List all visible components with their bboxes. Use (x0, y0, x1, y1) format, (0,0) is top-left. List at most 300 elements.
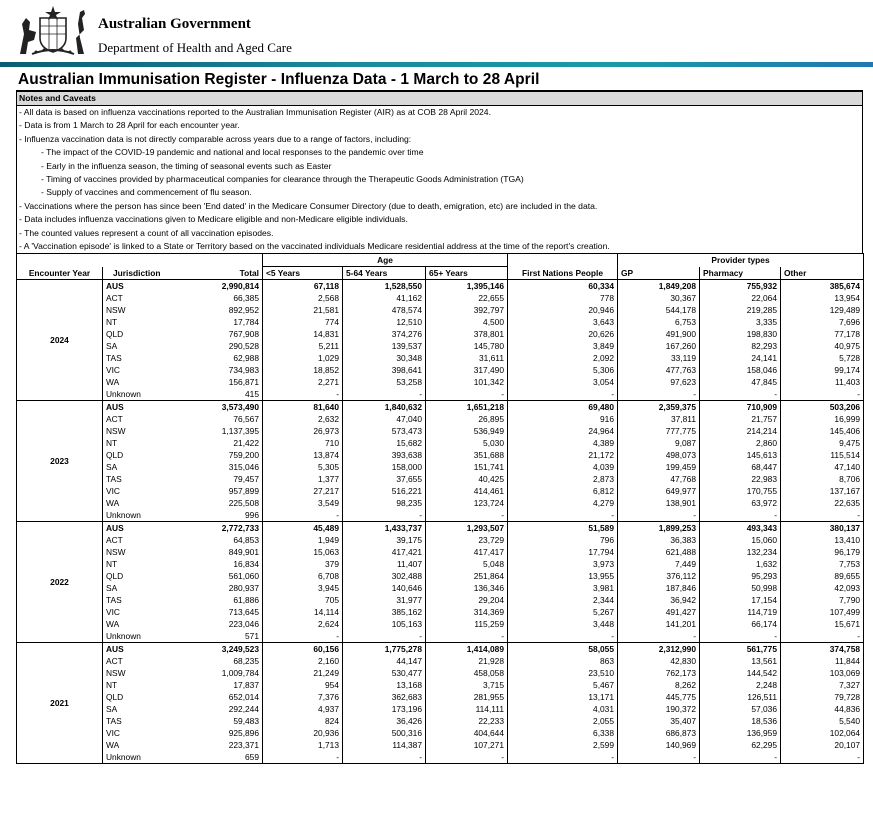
jurisdiction-cell: Unknown (103, 509, 171, 522)
value-cell: - (618, 388, 700, 401)
value-cell: - (263, 751, 343, 764)
header-stripe (0, 62, 873, 67)
value-cell: 417,417 (426, 546, 508, 558)
value-cell: - (781, 388, 864, 401)
value-cell: - (426, 388, 508, 401)
value-cell: 4,500 (426, 316, 508, 328)
value-cell: - (426, 751, 508, 764)
table-row (17, 546, 864, 558)
value-cell: 1,775,278 (343, 643, 426, 656)
value-cell: 7,696 (781, 316, 864, 328)
value-cell: 36,942 (618, 594, 700, 606)
value-cell: 57,036 (700, 703, 781, 715)
table-row (17, 655, 864, 667)
value-cell: 1,899,253 (618, 522, 700, 535)
jurisdiction-cell: QLD (106, 571, 124, 581)
value-cell: 144,542 (700, 667, 781, 679)
value-cell: 6,708 (263, 570, 343, 582)
value-cell: 2,055 (593, 716, 614, 726)
value-cell: 503,206 (781, 401, 864, 414)
table-row (17, 582, 864, 594)
value-cell: - (700, 751, 781, 764)
value-cell: 219,285 (700, 304, 781, 316)
provider-group-header: Provider types (618, 254, 864, 267)
value-cell: 225,508 (228, 498, 259, 508)
value-cell: 351,688 (426, 449, 508, 461)
value-cell: 64,853 (233, 535, 259, 545)
value-cell: 417,421 (343, 546, 426, 558)
jurisdiction-cell: ACT (106, 414, 123, 424)
jurisdiction-cell: NSW (106, 426, 126, 436)
value-cell: 2,248 (700, 679, 781, 691)
value-cell: 2,624 (263, 618, 343, 630)
value-cell: - (426, 509, 508, 522)
value-cell: 759,200 (228, 450, 259, 460)
value-cell: 5,305 (263, 461, 343, 473)
value-cell: 292,244 (228, 704, 259, 714)
table-row (17, 534, 864, 546)
value-cell: 500,316 (343, 727, 426, 739)
value-cell: 79,728 (781, 691, 864, 703)
value-cell: 47,845 (700, 376, 781, 388)
value-cell: 51,589 (588, 523, 614, 533)
value-cell: 45,489 (263, 522, 343, 535)
jurisdiction-cell: ACT (106, 535, 123, 545)
value-cell: 374,758 (781, 643, 864, 656)
table-row (17, 667, 864, 679)
value-cell: 2,312,990 (618, 643, 700, 656)
value-cell: 659 (171, 751, 263, 764)
value-cell: 158,046 (700, 364, 781, 376)
value-cell: 187,846 (618, 582, 700, 594)
jurisdiction-cell: NSW (106, 305, 126, 315)
value-cell: 61,886 (233, 595, 259, 605)
jurisdiction-cell: QLD (106, 692, 124, 702)
value-cell: 4,279 (593, 498, 614, 508)
value-cell: 156,871 (228, 377, 259, 387)
value-cell: 315,046 (228, 462, 259, 472)
value-cell: 710 (263, 437, 343, 449)
value-cell: 21,928 (426, 655, 508, 667)
value-cell: - (426, 630, 508, 643)
value-cell: 140,969 (618, 739, 700, 751)
table-row (17, 630, 864, 643)
table-body (17, 280, 864, 764)
encounter-year-cell: 2024 (17, 280, 103, 401)
col-encounter-year: Encounter Year (17, 267, 103, 280)
value-cell: 1,029 (263, 352, 343, 364)
value-cell: 13,171 (588, 692, 614, 702)
value-cell: 60,334 (588, 281, 614, 291)
value-cell: 3,981 (593, 583, 614, 593)
col-5-64: 5-64 Years (343, 267, 426, 280)
value-cell: 710,909 (700, 401, 781, 414)
jurisdiction-cell: Unknown (103, 630, 171, 643)
value-cell: 37,655 (343, 473, 426, 485)
jurisdiction-cell: NSW (106, 668, 126, 678)
value-cell: 302,488 (343, 570, 426, 582)
value-cell: 478,574 (343, 304, 426, 316)
note-line: - All data is based on influenza vaccinations reported to the Australian Immunisation Register (AIR) as at COB 28 April 2024. (19, 107, 491, 117)
value-cell: 24,964 (588, 426, 614, 436)
jurisdiction-cell: QLD (106, 450, 124, 460)
value-cell: 18,536 (700, 715, 781, 727)
jurisdiction-cell: WA (106, 740, 120, 750)
value-cell: 24,141 (700, 352, 781, 364)
value-cell: 498,073 (618, 449, 700, 461)
value-cell: 97,623 (618, 376, 700, 388)
value-cell: 317,490 (426, 364, 508, 376)
value-cell: 2,359,375 (618, 401, 700, 414)
value-cell: 404,644 (426, 727, 508, 739)
value-cell: 190,372 (618, 703, 700, 715)
value-cell: 7,753 (781, 558, 864, 570)
jurisdiction-cell: NT (106, 680, 118, 690)
value-cell: 59,483 (233, 716, 259, 726)
value-cell: 223,046 (228, 619, 259, 629)
value-cell: 21,581 (263, 304, 343, 316)
value-cell: 29,204 (426, 594, 508, 606)
value-cell: 95,293 (700, 570, 781, 582)
value-cell: 573,473 (343, 425, 426, 437)
value-cell: 3,973 (593, 559, 614, 569)
value-cell: 21,172 (588, 450, 614, 460)
value-cell: 767,908 (228, 329, 259, 339)
value-cell: 1,395,146 (426, 280, 508, 293)
table-row (17, 473, 864, 485)
table-row (17, 292, 864, 304)
value-cell: 102,064 (781, 727, 864, 739)
value-cell: 5,048 (426, 558, 508, 570)
value-cell: 957,899 (228, 486, 259, 496)
table-row (17, 437, 864, 449)
value-cell: 82,293 (700, 340, 781, 352)
value-cell: 22,655 (426, 292, 508, 304)
value-cell: 26,973 (263, 425, 343, 437)
value-cell: 5,306 (593, 365, 614, 375)
value-cell: - (263, 388, 343, 401)
value-cell: 99,174 (781, 364, 864, 376)
jurisdiction-cell: ACT (106, 293, 123, 303)
value-cell: 66,174 (700, 618, 781, 630)
value-cell: 60,156 (263, 643, 343, 656)
value-cell: 107,499 (781, 606, 864, 618)
note-line: - Supply of vaccines and commencement of flu season. (41, 187, 252, 198)
value-cell: - (508, 388, 618, 401)
jurisdiction-cell: SA (106, 341, 118, 351)
header-blank (171, 254, 263, 267)
jurisdiction-cell: SA (106, 462, 118, 472)
value-cell: 3,715 (426, 679, 508, 691)
value-cell: 36,383 (618, 534, 700, 546)
value-cell: 536,949 (426, 425, 508, 437)
value-cell: 62,295 (700, 739, 781, 751)
note-line: - Influenza vaccination data is not directly comparable across years due to a range of factors, including: (19, 133, 412, 144)
table-row (17, 388, 864, 401)
value-cell: 3,549 (263, 497, 343, 509)
value-cell: 762,173 (618, 667, 700, 679)
value-cell: 13,955 (588, 571, 614, 581)
value-cell: 151,741 (426, 461, 508, 473)
value-cell: 1,433,737 (343, 522, 426, 535)
value-cell: 77,178 (781, 328, 864, 340)
value-cell: 9,087 (618, 437, 700, 449)
header-blank (17, 254, 103, 267)
value-cell: 2,092 (593, 353, 614, 363)
value-cell: 3,945 (263, 582, 343, 594)
value-cell: 7,449 (618, 558, 700, 570)
value-cell: - (343, 509, 426, 522)
value-cell: 21,249 (263, 667, 343, 679)
value-cell: 13,561 (700, 655, 781, 667)
value-cell: 44,836 (781, 703, 864, 715)
value-cell: 137,167 (781, 485, 864, 497)
value-cell: 3,643 (593, 317, 614, 327)
value-cell: 115,259 (426, 618, 508, 630)
value-cell: - (781, 509, 864, 522)
age-group-header: Age (263, 254, 508, 267)
value-cell: 280,937 (228, 583, 259, 593)
jurisdiction-cell: Unknown (103, 388, 171, 401)
value-cell: 15,060 (700, 534, 781, 546)
value-cell: 415 (171, 388, 263, 401)
value-cell: 916 (600, 414, 614, 424)
value-cell: 30,348 (343, 352, 426, 364)
value-cell: 1,377 (263, 473, 343, 485)
value-cell: 22,635 (781, 497, 864, 509)
note-line: - Vaccinations where the person has since been 'End dated' in the Medicare Consumer Directory (due to death, emigration, etc) are included in the data. (19, 200, 598, 211)
value-cell: 1,713 (263, 739, 343, 751)
value-cell: - (263, 630, 343, 643)
header-blank (508, 254, 618, 267)
value-cell: 69,480 (588, 402, 614, 412)
value-cell: 47,140 (781, 461, 864, 473)
value-cell: 5,030 (426, 437, 508, 449)
value-cell: 11,407 (343, 558, 426, 570)
value-cell: 31,611 (426, 352, 508, 364)
value-cell: 21,757 (700, 413, 781, 425)
value-cell: 67,118 (263, 280, 343, 293)
value-cell: 44,147 (343, 655, 426, 667)
value-cell: 561,775 (700, 643, 781, 656)
value-cell: 138,901 (618, 497, 700, 509)
jurisdiction-cell: NSW (106, 547, 126, 557)
value-cell: 35,407 (618, 715, 700, 727)
value-cell: 129,489 (781, 304, 864, 316)
value-cell: 31,977 (343, 594, 426, 606)
department-name: Department of Health and Aged Care (98, 40, 292, 55)
jurisdiction-cell: AUS (106, 523, 124, 533)
value-cell: 3,448 (593, 619, 614, 629)
note-line: - Timing of vaccines provided by pharmaceutical companies for clearance through the Therapeutic Goods Administration (TGA) (41, 173, 524, 184)
value-cell: 136,959 (700, 727, 781, 739)
value-cell: - (781, 630, 864, 643)
value-cell: - (781, 751, 864, 764)
value-cell: 132,234 (700, 546, 781, 558)
value-cell: 2,599 (593, 740, 614, 750)
value-cell: 686,873 (618, 727, 700, 739)
value-cell: 63,972 (700, 497, 781, 509)
value-cell: 7,327 (781, 679, 864, 691)
value-cell: 17,154 (700, 594, 781, 606)
jurisdiction-cell: QLD (106, 329, 124, 339)
value-cell: 796 (600, 535, 614, 545)
value-cell: 621,488 (618, 546, 700, 558)
note-line: - Data includes influenza vaccinations given to Medicare eligible and non-Medicare eligible individuals. (19, 214, 408, 225)
jurisdiction-cell: TAS (106, 595, 122, 605)
note-line: - Data is from 1 March to 28 April for each encounter year. (19, 120, 240, 131)
value-cell: 23,510 (588, 668, 614, 678)
value-cell: 105,163 (343, 618, 426, 630)
table-row (17, 316, 864, 328)
notes-heading: Notes and Caveats (17, 92, 862, 106)
value-cell: 777,775 (618, 425, 700, 437)
value-cell: 40,425 (426, 473, 508, 485)
value-cell: 2,860 (700, 437, 781, 449)
jurisdiction-cell: VIC (106, 365, 120, 375)
value-cell: 123,724 (426, 497, 508, 509)
value-cell: 1,849,208 (618, 280, 700, 293)
value-cell: 33,119 (618, 352, 700, 364)
value-cell: 199,459 (618, 461, 700, 473)
value-cell: 37,811 (618, 413, 700, 425)
value-cell: 20,626 (588, 329, 614, 339)
value-cell: - (508, 751, 618, 764)
value-cell: 2,632 (263, 413, 343, 425)
value-cell: 14,831 (263, 328, 343, 340)
value-cell: 314,369 (426, 606, 508, 618)
value-cell: - (343, 388, 426, 401)
value-cell: 996 (171, 509, 263, 522)
group-header-row (17, 254, 864, 267)
value-cell: - (508, 509, 618, 522)
value-cell: 47,768 (618, 473, 700, 485)
table-row (17, 594, 864, 606)
value-cell: 571 (171, 630, 263, 643)
value-cell: - (700, 630, 781, 643)
value-cell: 734,983 (228, 365, 259, 375)
value-cell: 544,178 (618, 304, 700, 316)
value-cell: 3,054 (593, 377, 614, 387)
value-cell: 21,422 (233, 438, 259, 448)
value-cell: 126,511 (700, 691, 781, 703)
value-cell: 1,137,395 (221, 426, 259, 436)
value-cell: 198,830 (700, 328, 781, 340)
table-row (17, 328, 864, 340)
value-cell: 214,214 (700, 425, 781, 437)
note-line: - A 'Vaccination episode' is linked to a State or Territory based on the vaccinated individuals Medicare residential address at the time of the report's creation. (19, 240, 610, 251)
value-cell: - (700, 388, 781, 401)
value-cell: 139,537 (343, 340, 426, 352)
value-cell: 398,641 (343, 364, 426, 376)
value-cell: 39,175 (343, 534, 426, 546)
coat-of-arms-icon (14, 4, 92, 58)
value-cell: 1,651,218 (426, 401, 508, 414)
jurisdiction-cell: TAS (106, 474, 122, 484)
col-pharmacy: Pharmacy (700, 267, 781, 280)
col-under-5: <5 Years (263, 267, 343, 280)
value-cell: - (618, 509, 700, 522)
value-cell: 81,640 (263, 401, 343, 414)
table-row (17, 509, 864, 522)
value-cell: 16,834 (233, 559, 259, 569)
col-jurisdiction: Jurisdiction (103, 267, 171, 280)
value-cell: 376,112 (618, 570, 700, 582)
jurisdiction-cell: ACT (106, 656, 123, 666)
value-cell: 62,988 (233, 353, 259, 363)
value-cell: 3,573,490 (221, 402, 259, 412)
notes-list (17, 106, 862, 253)
value-cell: 290,528 (228, 341, 259, 351)
jurisdiction-cell: AUS (106, 644, 124, 654)
note-line: - The impact of the COVID-19 pandemic and national and local responses to the pandemic over time (41, 147, 424, 158)
value-cell: 4,389 (593, 438, 614, 448)
value-cell: 4,031 (593, 704, 614, 714)
value-cell: 5,211 (263, 340, 343, 352)
table-row (17, 352, 864, 364)
encounter-year-cell: 2021 (17, 643, 103, 764)
value-cell: 477,763 (618, 364, 700, 376)
value-cell: 1,949 (263, 534, 343, 546)
jurisdiction-cell: AUS (106, 402, 124, 412)
table-row (17, 425, 864, 437)
value-cell: 393,638 (343, 449, 426, 461)
header-blank (103, 254, 171, 267)
value-cell: 13,168 (343, 679, 426, 691)
value-cell: 3,849 (593, 341, 614, 351)
value-cell: 98,235 (343, 497, 426, 509)
table-row (17, 401, 864, 414)
value-cell: 8,706 (781, 473, 864, 485)
jurisdiction-cell: TAS (106, 716, 122, 726)
value-cell: 12,510 (343, 316, 426, 328)
table-row (17, 304, 864, 316)
value-cell: 11,844 (781, 655, 864, 667)
encounter-year-cell: 2022 (17, 522, 103, 643)
table-row (17, 461, 864, 473)
value-cell: 13,410 (781, 534, 864, 546)
value-cell: 22,983 (700, 473, 781, 485)
value-cell: 170,755 (700, 485, 781, 497)
value-cell: 27,217 (263, 485, 343, 497)
value-cell: 5,467 (593, 680, 614, 690)
table-row (17, 497, 864, 509)
value-cell: 22,064 (700, 292, 781, 304)
table-row (17, 413, 864, 425)
value-cell: 96,179 (781, 546, 864, 558)
value-cell: 50,998 (700, 582, 781, 594)
value-cell: 9,475 (781, 437, 864, 449)
value-cell: 362,683 (343, 691, 426, 703)
jurisdiction-cell: WA (106, 498, 120, 508)
value-cell: 385,162 (343, 606, 426, 618)
value-cell: - (618, 630, 700, 643)
col-gp: GP (618, 267, 700, 280)
table-row (17, 558, 864, 570)
page-title: Australian Immunisation Register - Influenza Data - 1 March to 28 April (18, 71, 540, 88)
value-cell: 13,954 (781, 292, 864, 304)
value-cell: 115,514 (781, 449, 864, 461)
jurisdiction-cell: Unknown (103, 751, 171, 764)
value-cell: 491,900 (618, 328, 700, 340)
value-cell: 6,812 (593, 486, 614, 496)
value-cell: 14,114 (263, 606, 343, 618)
value-cell: 76,567 (233, 414, 259, 424)
table-row (17, 522, 864, 535)
value-cell: 140,646 (343, 582, 426, 594)
value-cell: 11,403 (781, 376, 864, 388)
col-65-plus: 65+ Years (426, 267, 508, 280)
